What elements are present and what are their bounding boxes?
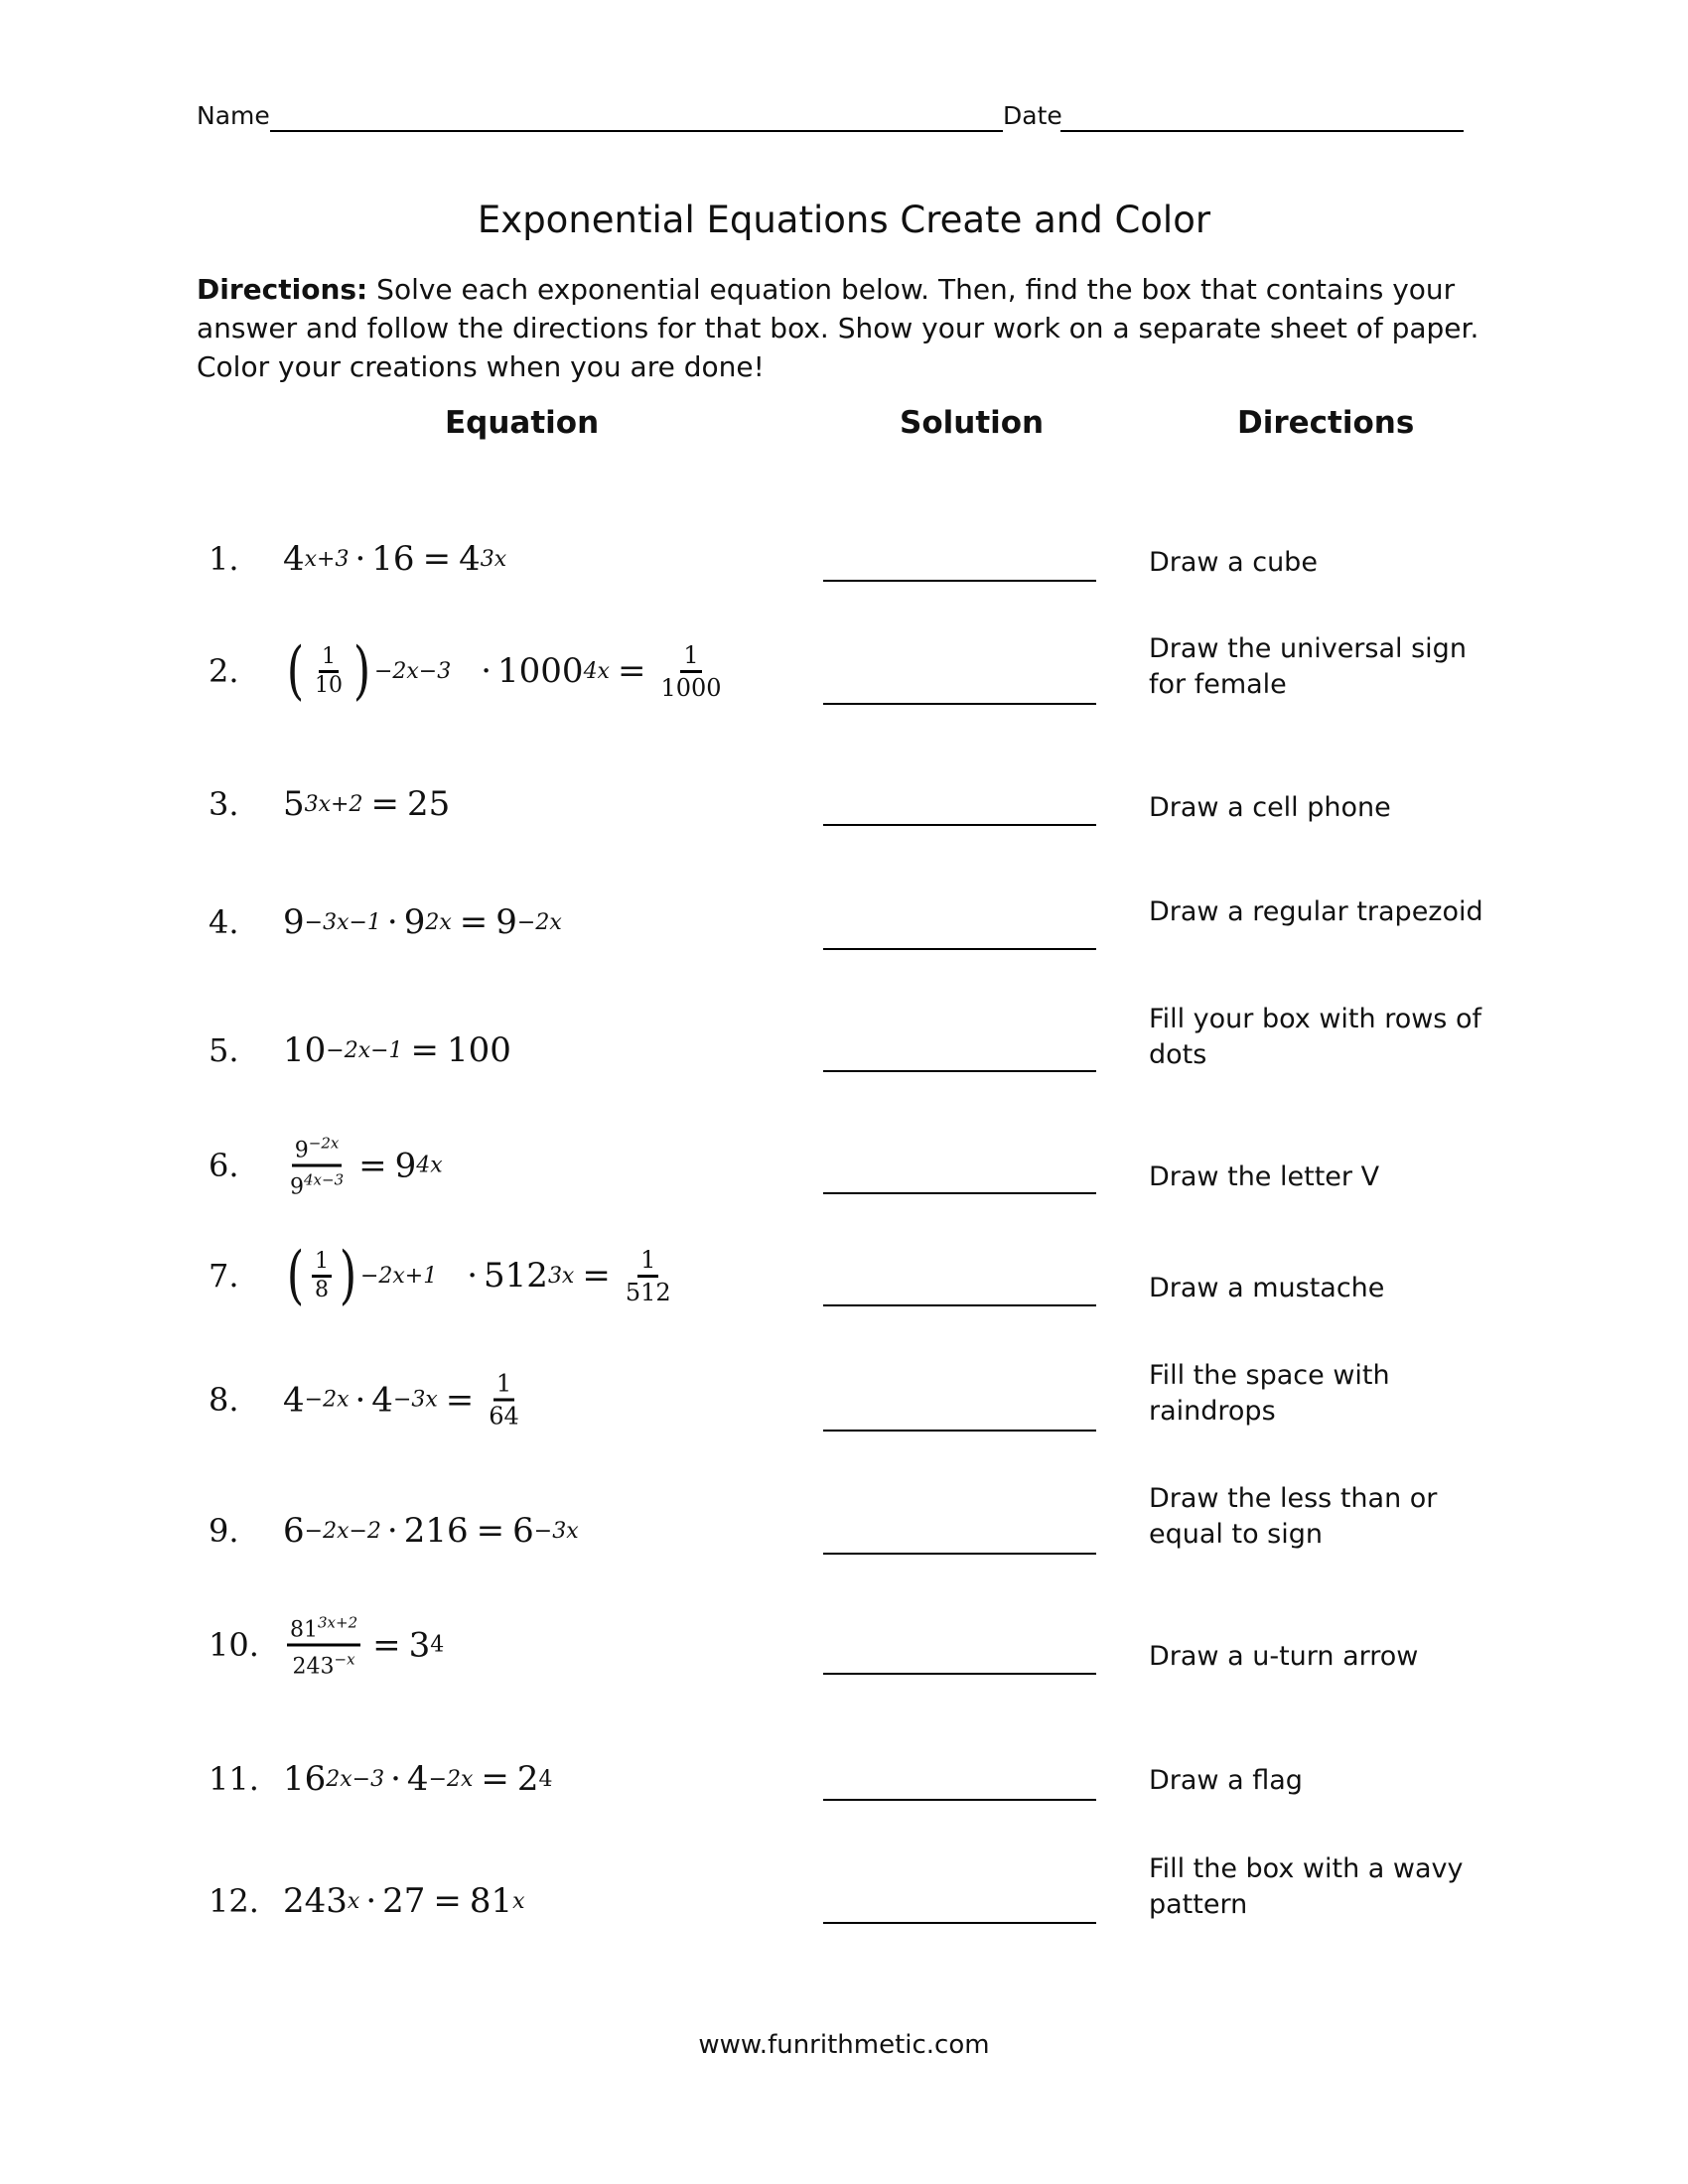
direction-text: Draw the less than or equal to sign (1149, 1483, 1438, 1550)
solution-answer-line[interactable] (823, 1304, 1096, 1306)
equation (283, 1759, 553, 1799)
eq-times: · (481, 651, 492, 691)
eq-equals: = (445, 1380, 475, 1420)
column-header-directions: Directions (1237, 405, 1415, 441)
eq-exponent: 3x+2 (304, 791, 363, 817)
problem-row (0, 784, 1688, 824)
eq-times: · (386, 902, 398, 942)
eq-exponent: 2x−3 (326, 1766, 385, 1792)
problem-number: 4. (209, 903, 239, 941)
eq-base: 4 (283, 539, 305, 579)
eq-exponent: −2x (308, 1134, 340, 1153)
eq-right-paren: ) (352, 634, 371, 708)
eq-base: 3 (408, 1625, 431, 1665)
eq-exponent: −2x−2 (304, 1518, 381, 1544)
eq-exponent: 2x (425, 909, 452, 935)
problem-row (0, 1613, 1688, 1680)
column-header-equation: Equation (445, 405, 600, 441)
eq-base: 81 (290, 1617, 318, 1643)
equation (283, 1131, 443, 1201)
problem-number: 5. (209, 1031, 239, 1069)
equation (283, 784, 450, 824)
eq-base: 243 (283, 1881, 348, 1921)
fraction-denominator: 1000 (660, 673, 722, 702)
eq-exponent: 3x (547, 1263, 575, 1289)
footer-website: www.funrithmetic.com (698, 2030, 990, 2060)
fraction-denominator (287, 1167, 347, 1201)
eq-equals: = (476, 1511, 505, 1551)
eq-term: 27 (382, 1881, 426, 1921)
eq-exponent: 4x−3 (304, 1170, 345, 1189)
solution-answer-line[interactable] (823, 580, 1096, 582)
solution-answer-line[interactable] (823, 948, 1096, 950)
eq-equals: = (370, 784, 399, 824)
eq-left-paren: ( (286, 634, 305, 708)
eq-fraction (486, 1369, 522, 1432)
eq-base: 4 (371, 1380, 393, 1420)
eq-exponent: 4 (538, 1766, 553, 1792)
problem-number: 11. (209, 1760, 259, 1798)
eq-term: 216 (403, 1511, 469, 1551)
direction-text: Draw a flag (1149, 1765, 1303, 1796)
fraction-numerator: 1 (680, 640, 701, 673)
eq-times: · (390, 1759, 401, 1799)
eq-exponent: 4x (583, 658, 610, 684)
eq-exponent: −2x−3 (373, 658, 452, 684)
eq-exponent: −2x−1 (326, 1037, 403, 1063)
fraction-numerator (287, 1610, 360, 1647)
eq-left-paren: ( (286, 1239, 305, 1312)
fraction-denominator: 64 (489, 1402, 519, 1431)
direction-text: Draw a u-turn arrow (1149, 1641, 1419, 1672)
eq-term: 100 (447, 1030, 511, 1070)
equation (283, 539, 506, 579)
eq-equals: = (358, 1146, 387, 1185)
problem-row (0, 1360, 1688, 1431)
eq-term: 16 (371, 539, 415, 579)
problem-row (0, 1853, 1688, 1921)
name-input-line[interactable] (270, 130, 1003, 132)
eq-base: 1000 (497, 651, 584, 691)
problem-row (0, 896, 1688, 942)
problem-number: 7. (209, 1257, 239, 1295)
problem-row (0, 1004, 1688, 1070)
eq-times: · (354, 1380, 366, 1420)
eq-base: 4 (406, 1759, 429, 1799)
eq-base: 16 (283, 1759, 327, 1799)
page-title: Exponential Equations Create and Color (477, 199, 1211, 241)
eq-equals: = (617, 651, 646, 691)
equation (283, 1369, 526, 1432)
direction-text: Draw a regular trapezoid (1149, 896, 1483, 927)
eq-exponent: −3x−1 (304, 909, 381, 935)
eq-fraction (623, 1245, 674, 1307)
solution-answer-line[interactable] (823, 1070, 1096, 1072)
eq-base: 6 (283, 1511, 305, 1551)
eq-times: · (365, 1881, 377, 1921)
eq-term: 25 (406, 784, 451, 824)
eq-equals: = (481, 1759, 509, 1799)
eq-fraction (312, 644, 346, 699)
eq-base: 4 (459, 539, 481, 579)
eq-fraction (657, 640, 724, 703)
fraction-numerator: 1 (312, 1249, 332, 1278)
problem-number: 2. (209, 652, 239, 690)
problem-row (0, 1239, 1688, 1312)
eq-times: · (354, 539, 366, 579)
equation (283, 902, 562, 942)
solution-answer-line[interactable] (823, 1799, 1096, 1801)
direction-text: Draw the universal sign for female (1149, 633, 1467, 700)
problem-row (0, 539, 1688, 579)
eq-base: 9 (283, 902, 305, 942)
problem-number: 1. (209, 540, 239, 578)
directions-paragraph (197, 270, 1487, 386)
eq-equals: = (433, 1881, 462, 1921)
fraction-numerator: 1 (319, 644, 339, 673)
problem-row (0, 633, 1688, 708)
problem-number: 9. (209, 1512, 239, 1550)
directions-label: Directions: (197, 273, 368, 306)
problem-number: 10. (209, 1626, 259, 1664)
equation (283, 634, 729, 708)
problem-number: 3. (209, 785, 239, 823)
eq-exponent: 4 (430, 1632, 445, 1658)
eq-exponent: −2x (304, 1387, 350, 1413)
solution-answer-line[interactable] (823, 1673, 1096, 1675)
solution-answer-line[interactable] (823, 1192, 1096, 1194)
eq-exponent: x+3 (304, 546, 350, 572)
solution-answer-line[interactable] (823, 1553, 1096, 1555)
eq-exponent: −3x (392, 1387, 438, 1413)
problem-row (0, 1483, 1688, 1551)
eq-equals: = (372, 1625, 401, 1665)
eq-exponent: 3x (480, 546, 507, 572)
eq-equals: = (459, 902, 489, 942)
fraction-numerator: 1 (637, 1245, 658, 1278)
solution-answer-line[interactable] (823, 703, 1096, 705)
direction-text: Fill the space with raindrops (1149, 1360, 1390, 1427)
directions-text: Solve each exponential equation below. Then, find the box that contains your answer and follow the directions for that box. Show your work on a separate sheet of paper. Color your creations when you are done! (197, 273, 1479, 383)
equation (283, 1030, 511, 1070)
problem-number: 8. (209, 1381, 239, 1419)
eq-equals: = (422, 539, 452, 579)
direction-text: Draw a cell phone (1149, 792, 1391, 823)
direction-text: Draw the letter V (1149, 1161, 1380, 1192)
problem-number: 6. (209, 1147, 239, 1184)
eq-base: 9 (495, 902, 517, 942)
eq-base: 9 (290, 1174, 304, 1200)
eq-base: 6 (512, 1511, 534, 1551)
eq-base: 81 (469, 1881, 513, 1921)
eq-base: 10 (283, 1030, 327, 1070)
eq-base: 9 (394, 1146, 417, 1185)
fraction-denominator: 512 (625, 1278, 671, 1306)
eq-exponent: 4x (416, 1153, 443, 1178)
eq-fraction (312, 1249, 332, 1303)
equation (283, 1610, 444, 1681)
eq-base: 5 (283, 784, 305, 824)
fraction-denominator (290, 1647, 358, 1681)
equation (283, 1881, 525, 1921)
fraction-numerator: 1 (493, 1369, 514, 1402)
name-label: Name (197, 101, 270, 130)
direction-text: Fill your box with rows of dots (1149, 1004, 1481, 1070)
eq-exponent: −2x+1 (359, 1263, 438, 1289)
eq-equals: = (582, 1256, 611, 1296)
eq-base: 4 (283, 1380, 305, 1420)
solution-answer-line[interactable] (823, 1430, 1096, 1432)
eq-fraction (287, 1131, 347, 1201)
column-header-solution: Solution (900, 405, 1045, 441)
eq-base: 9 (403, 902, 426, 942)
problem-row (0, 1759, 1688, 1799)
eq-times: · (467, 1256, 479, 1296)
eq-exponent: −x (334, 1650, 355, 1669)
eq-exponent: 3x+2 (318, 1613, 358, 1632)
eq-times: · (386, 1511, 398, 1551)
eq-exponent: −3x (533, 1518, 579, 1544)
direction-text: Draw a cube (1149, 547, 1318, 578)
eq-base: 9 (294, 1138, 309, 1163)
eq-exponent: −2x (428, 1766, 474, 1792)
eq-exponent: −2x (516, 909, 562, 935)
eq-right-paren: ) (339, 1239, 357, 1312)
fraction-denominator: 10 (314, 672, 343, 698)
date-input-line[interactable] (1060, 130, 1464, 132)
eq-exponent: x (512, 1888, 525, 1914)
eq-fraction (287, 1610, 360, 1681)
eq-base: 243 (292, 1654, 335, 1680)
fraction-denominator: 8 (314, 1277, 329, 1302)
eq-base: 2 (516, 1759, 539, 1799)
fraction-numerator (292, 1131, 343, 1167)
solution-answer-line[interactable] (823, 824, 1096, 826)
direction-text: Draw a mustache (1149, 1273, 1385, 1303)
eq-exponent: x (347, 1888, 360, 1914)
eq-equals: = (410, 1030, 440, 1070)
equation (283, 1511, 579, 1551)
direction-text: Fill the box with a wavy pattern (1149, 1853, 1464, 1920)
problem-row (0, 1134, 1688, 1200)
equation (283, 1239, 678, 1312)
problem-number: 12. (209, 1882, 259, 1920)
date-label: Date (1003, 101, 1062, 130)
eq-base: 512 (484, 1256, 548, 1296)
solution-answer-line[interactable] (823, 1922, 1096, 1924)
